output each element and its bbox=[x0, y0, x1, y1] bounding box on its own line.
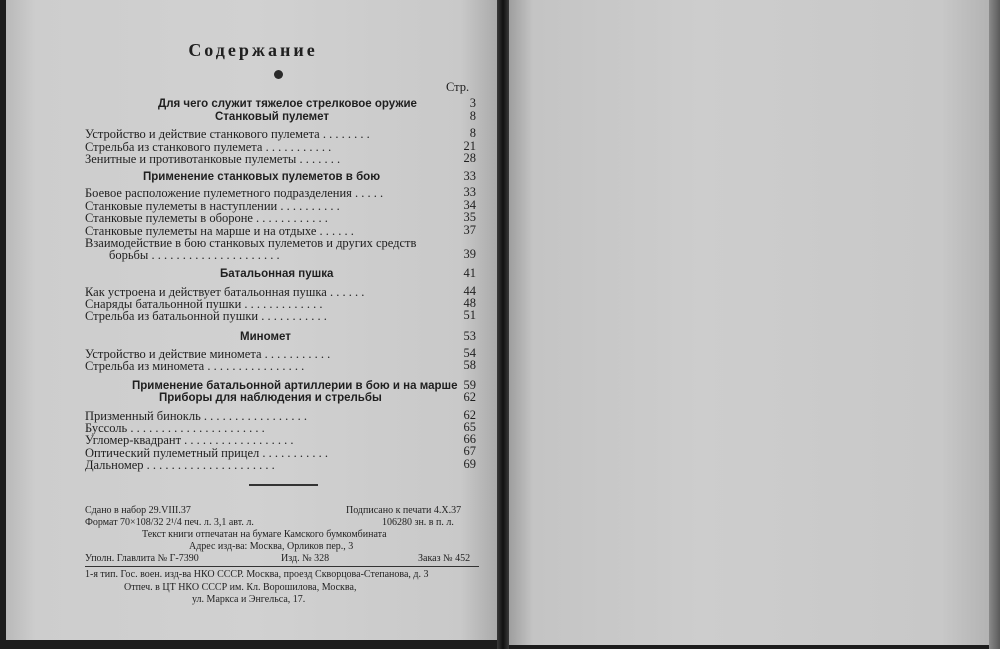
book-gutter bbox=[497, 0, 509, 649]
page-title: Содержание bbox=[188, 40, 318, 60]
toc-page-number: 69 bbox=[463, 457, 476, 471]
imprint-printer: ул. Маркса и Энгельса, 17. bbox=[192, 594, 306, 605]
imprint-printer: 1-я тип. Гос. воен. изд-ва НКО СССР. Москва, проезд Скворцова-Степанова, д. 3 bbox=[85, 569, 429, 580]
toc-page-number: 67 bbox=[463, 444, 476, 458]
toc-page-number: 28 bbox=[463, 151, 476, 165]
toc-page-number: 8 bbox=[469, 126, 476, 140]
toc-section: Применение станковых пулеметов в бою bbox=[143, 171, 381, 183]
right-page-blank bbox=[509, 0, 989, 645]
toc-entry: Станковые пулеметы на марше и на отдыхе . . . . . . bbox=[85, 224, 354, 238]
toc-entry: Как устроена и действует батальонная пушка . . . . . . bbox=[85, 285, 365, 299]
toc-section: Для чего служит тяжелое стрелковое оружие bbox=[158, 98, 417, 110]
toc-page-number: 62 bbox=[463, 408, 476, 422]
toc-page-number: 48 bbox=[463, 296, 476, 310]
toc-section: Применение батальонной артиллерии в бою и на марше bbox=[132, 380, 458, 392]
toc-page-number: 33 bbox=[463, 169, 476, 183]
toc-entry: Снаряды батальонной пушки . . . . . . . . . . . . . bbox=[85, 297, 323, 311]
toc-page-number: 54 bbox=[463, 346, 476, 360]
toc-entry: Взаимодействие в бою станковых пулеметов и других средств bbox=[85, 236, 417, 250]
toc-page-number: 65 bbox=[463, 420, 476, 434]
toc-entry: борьбы . . . . . . . . . . . . . . . . . . . . . bbox=[109, 248, 280, 262]
toc-entry: Стрельба из батальонной пушки . . . . . . . . . . . bbox=[85, 309, 327, 323]
toc-page-number: 44 bbox=[463, 284, 476, 298]
toc-page-number: 3 bbox=[469, 96, 476, 110]
toc-page-number: 33 bbox=[463, 185, 476, 199]
toc-page-number: 21 bbox=[463, 139, 476, 153]
imprint-format: Формат 70×108/32 2¹/4 печ. л. 3,1 авт. л. bbox=[85, 517, 254, 528]
toc-page-number: 34 bbox=[463, 198, 476, 212]
imprint-signed: Подписано к печати 4.X.37 bbox=[346, 505, 462, 516]
toc-page-number: 58 bbox=[463, 358, 476, 372]
toc-section: Батальонная пушка bbox=[220, 268, 334, 280]
toc-entry: Боевое расположение пулеметного подразделения . . . . . bbox=[85, 186, 384, 200]
toc-page-number: 62 bbox=[463, 390, 476, 404]
toc-entry: Устройство и действие станкового пулемета . . . . . . . . bbox=[85, 127, 370, 141]
toc-entry: Угломер-квадрант . . . . . . . . . . . . . . . . . . bbox=[85, 433, 294, 447]
toc-entry: Зенитные и противотанковые пулеметы . . . . . . . bbox=[85, 152, 341, 166]
toc-entry: Стрельба из станкового пулемета . . . . . . . . . . . bbox=[85, 140, 332, 154]
imprint-izd: Изд. № 328 bbox=[281, 553, 330, 564]
toc-section: Миномет bbox=[240, 331, 291, 343]
toc-entry: Стрельба из миномета . . . . . . . . . . . . . . . . bbox=[85, 359, 305, 373]
imprint-paper: Текст книги отпечатан на бумаге Камского бумкомбината bbox=[142, 529, 387, 540]
toc-entry: Устройство и действие миномета . . . . . . . . . . . bbox=[85, 347, 331, 361]
toc-page-number: 51 bbox=[463, 308, 476, 322]
imprint-printer: Отпеч. в ЦТ НКО СССР им. Кл. Ворошилова, Москва, bbox=[124, 582, 357, 593]
toc-page-number: 39 bbox=[463, 247, 476, 261]
toc-page-number: 66 bbox=[463, 432, 476, 446]
toc-entry: Буссоль . . . . . . . . . . . . . . . . . . . . . . bbox=[85, 421, 265, 435]
toc-section: Приборы для наблюдения и стрельбы bbox=[159, 392, 382, 404]
toc-entry: Призменный бинокль . . . . . . . . . . . . . . . . . bbox=[85, 409, 308, 423]
toc-page-number: 59 bbox=[463, 378, 476, 392]
imprint-chars: 106280 зн. в п. л. bbox=[382, 517, 454, 528]
toc-entry: Станковые пулеметы в обороне . . . . . . . . . . . . bbox=[85, 211, 328, 225]
page-edge bbox=[989, 0, 1000, 649]
toc-section: Станковый пулемет bbox=[215, 111, 330, 123]
imprint-glavlit: Уполн. Главлита № Г-7390 bbox=[85, 553, 199, 564]
toc-page-number: 53 bbox=[463, 329, 476, 343]
imprint-sent: Сдано в набор 29.VIII.37 bbox=[85, 505, 191, 516]
imprint-order: Заказ № 452 bbox=[418, 553, 471, 564]
toc-page-number: 37 bbox=[463, 223, 476, 237]
imprint-divider bbox=[85, 566, 479, 567]
toc-page-number: 8 bbox=[469, 109, 476, 123]
toc-entry: Оптический пулеметный прицел . . . . . . . . . . . bbox=[85, 446, 328, 460]
divider-rule bbox=[249, 484, 318, 486]
toc-entry: Дальномер . . . . . . . . . . . . . . . . . . . . . bbox=[85, 458, 275, 472]
imprint-address: Адрес изд-ва: Москва, Орликов пер., 3 bbox=[189, 541, 354, 552]
toc-page-number: 35 bbox=[463, 210, 476, 224]
toc-page-number: 41 bbox=[463, 266, 476, 280]
page-column-label: Стр. bbox=[446, 80, 470, 94]
toc-entry: Станковые пулеметы в наступлении . . . . . . . . . . bbox=[85, 199, 340, 213]
left-page bbox=[6, 0, 500, 640]
